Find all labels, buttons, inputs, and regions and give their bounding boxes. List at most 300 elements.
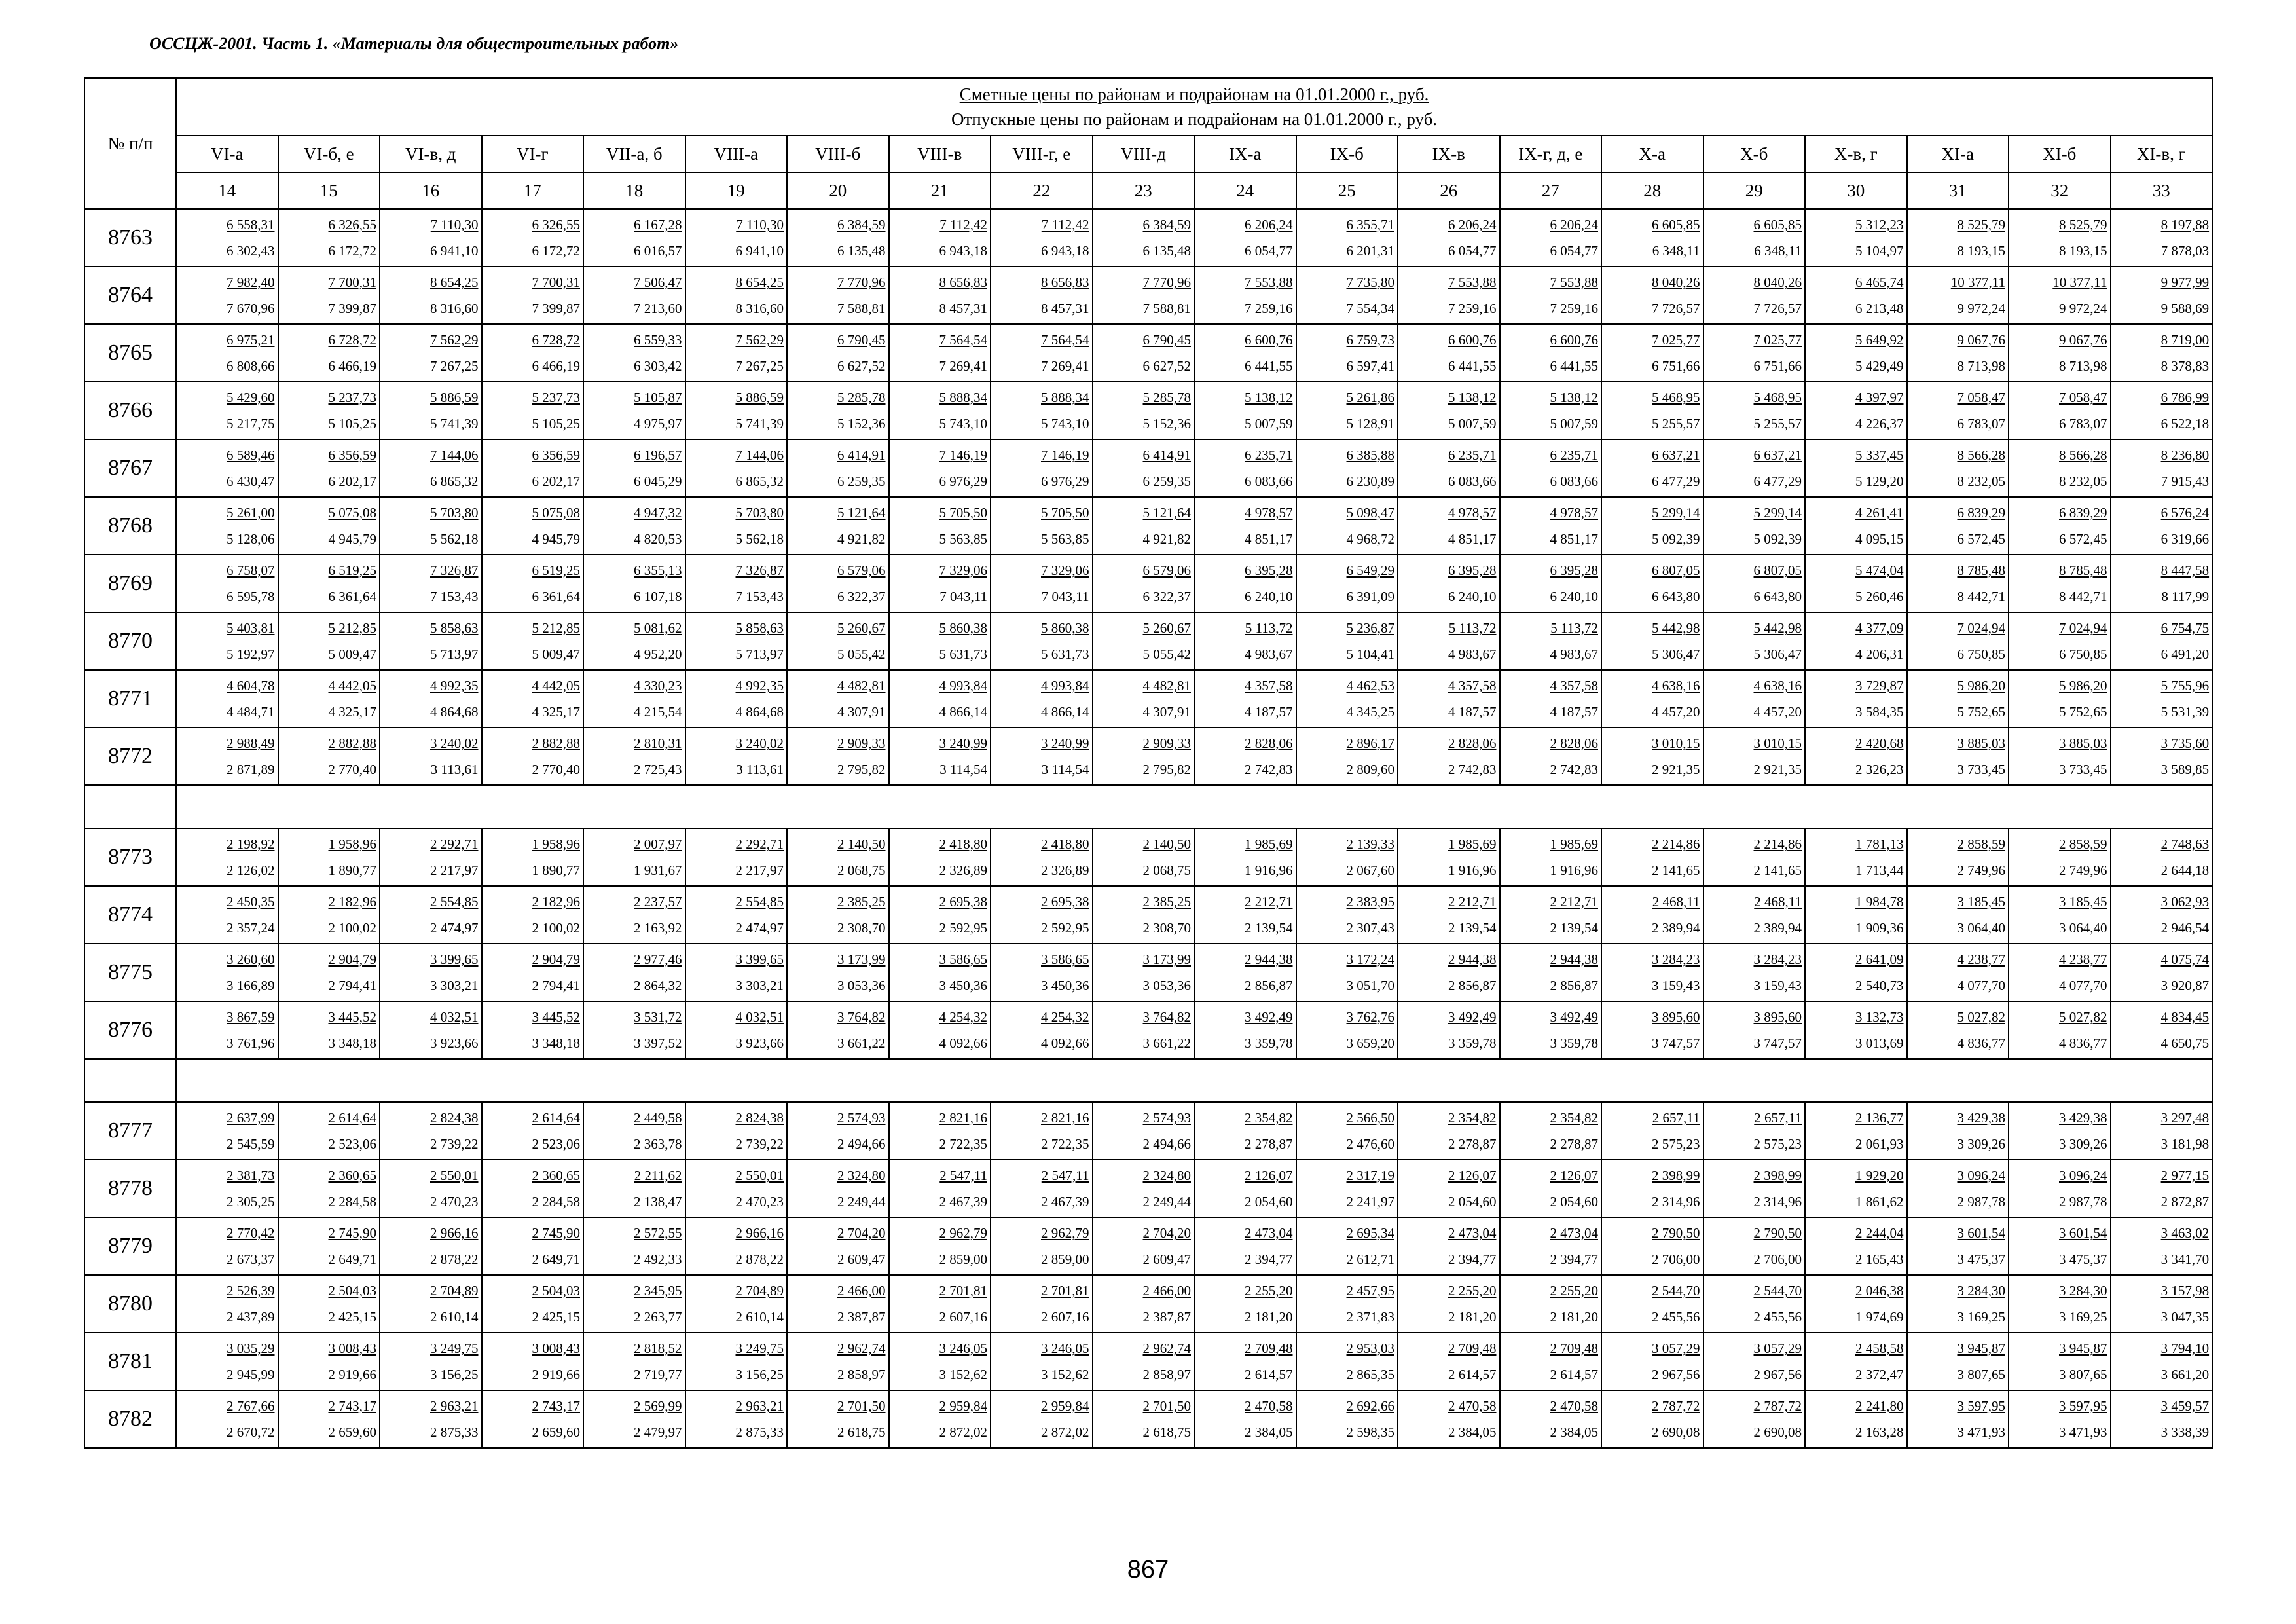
item-code: 8763	[84, 209, 176, 267]
price-cell	[1093, 1217, 1195, 1275]
column-number: 21	[889, 172, 991, 209]
price-cell	[1398, 670, 1500, 728]
price-cell	[1093, 612, 1195, 670]
estimate-price: 3 246,05	[1041, 1340, 1089, 1356]
estimate-price: 7 025,77	[1753, 332, 1802, 348]
price-cell	[1500, 497, 1602, 555]
price-cell	[787, 1390, 889, 1448]
release-price: 5 743,10	[939, 416, 987, 432]
estimate-price: 5 237,73	[328, 390, 376, 405]
release-price: 4 866,14	[939, 704, 987, 720]
release-price: 1 713,44	[1855, 862, 1904, 878]
price-cell	[278, 1275, 380, 1333]
estimate-price: 2 126,07	[1550, 1168, 1598, 1183]
estimate-price: 5 299,14	[1753, 505, 1802, 521]
release-price: 3 348,18	[328, 1035, 376, 1051]
release-price: 2 314,96	[1753, 1194, 1802, 1209]
release-price: 8 442,71	[2059, 589, 2107, 604]
price-cell	[1398, 944, 1500, 1001]
release-price: 5 743,10	[1041, 416, 1089, 432]
estimate-price: 7 735,80	[1346, 274, 1394, 290]
release-price: 4 226,37	[1855, 416, 1904, 432]
release-price: 2 278,87	[1550, 1136, 1598, 1152]
price-cell	[1805, 728, 1907, 785]
estimate-price: 2 614,64	[532, 1110, 580, 1126]
estimate-price: 7 146,19	[939, 447, 987, 463]
price-cell	[1296, 267, 1398, 324]
table-row	[84, 1333, 2212, 1390]
price-cell	[2111, 1333, 2213, 1390]
estimate-price: 6 206,24	[1448, 217, 1497, 232]
price-cell	[2009, 828, 2111, 886]
price-cell	[482, 555, 584, 612]
release-price: 2 598,35	[1346, 1424, 1394, 1440]
release-price: 3 589,85	[2160, 762, 2210, 777]
price-cell	[1704, 886, 1806, 944]
item-code: 8766	[84, 382, 176, 439]
estimate-price: 5 858,63	[430, 620, 479, 636]
release-price: 3 047,35	[2160, 1309, 2210, 1325]
price-cell	[482, 1390, 584, 1448]
release-price: 6 202,17	[532, 473, 580, 489]
estimate-price: 3 492,49	[1448, 1009, 1497, 1025]
estimate-price: 2 966,16	[735, 1225, 784, 1241]
release-price: 6 466,19	[328, 358, 376, 374]
release-price: 3 013,69	[1855, 1035, 1904, 1051]
estimate-price: 2 255,20	[1448, 1283, 1497, 1299]
price-cell	[1907, 267, 2009, 324]
estimate-price: 6 728,72	[532, 332, 580, 348]
estimate-price: 9 977,99	[2160, 274, 2210, 290]
price-cell	[1805, 324, 1907, 382]
estimate-price: 2 212,71	[1550, 894, 1598, 910]
price-cell	[278, 1390, 380, 1448]
region-header: XI-а	[1907, 136, 2009, 172]
release-price: 6 361,64	[328, 589, 376, 604]
price-cell	[1194, 944, 1296, 1001]
price-cell	[685, 382, 788, 439]
release-price: 2 054,60	[1448, 1194, 1497, 1209]
release-price: 4 851,17	[1245, 531, 1293, 547]
estimate-price: 3 173,99	[837, 951, 886, 967]
release-price: 4 187,57	[1448, 704, 1497, 720]
release-price: 5 105,25	[532, 416, 580, 432]
release-price: 2 494,66	[837, 1136, 886, 1152]
price-cell	[176, 886, 278, 944]
price-cell	[1704, 1001, 1806, 1059]
estimate-price: 3 010,15	[1753, 735, 1802, 751]
price-cell	[1601, 728, 1704, 785]
release-price: 2 856,87	[1550, 978, 1598, 993]
estimate-price: 8 040,26	[1753, 274, 1802, 290]
price-cell	[1093, 886, 1195, 944]
price-cell	[176, 209, 278, 267]
release-price: 3 303,21	[430, 978, 479, 993]
estimate-price: 2 959,84	[1041, 1398, 1089, 1414]
estimate-price: 4 377,09	[1855, 620, 1904, 636]
price-cell	[380, 1160, 482, 1217]
price-cell	[380, 828, 482, 886]
release-price: 3 733,45	[1957, 762, 2005, 777]
price-cell	[2009, 382, 2111, 439]
price-cell	[482, 886, 584, 944]
item-code: 8778	[84, 1160, 176, 1217]
estimate-price: 2 470,58	[1448, 1398, 1497, 1414]
estimate-price: 5 027,82	[2059, 1009, 2107, 1025]
release-price: 5 152,36	[837, 416, 886, 432]
release-price: 5 562,18	[430, 531, 479, 547]
estimate-price: 2 904,79	[532, 951, 580, 967]
estimate-price: 6 576,24	[2160, 505, 2210, 521]
price-cell	[2009, 1390, 2111, 1448]
price-cell	[176, 382, 278, 439]
release-price: 2 249,44	[1142, 1194, 1191, 1209]
price-cell	[1296, 439, 1398, 497]
release-price: 2 649,71	[328, 1251, 376, 1267]
release-price: 6 943,18	[939, 243, 987, 259]
estimate-price: 2 709,48	[1550, 1340, 1598, 1356]
release-price: 6 348,11	[1754, 243, 1802, 259]
price-cell	[1907, 670, 2009, 728]
estimate-price: 3 008,43	[532, 1340, 580, 1356]
release-price: 2 618,75	[1142, 1424, 1191, 1440]
estimate-price: 5 299,14	[1652, 505, 1700, 521]
estimate-price: 2 544,70	[1652, 1283, 1700, 1299]
price-cell	[1907, 1390, 2009, 1448]
price-cell	[1601, 1275, 1704, 1333]
price-cell	[889, 324, 991, 382]
release-price: 6 627,52	[837, 358, 886, 374]
price-cell	[2111, 944, 2213, 1001]
price-cell	[1500, 439, 1602, 497]
estimate-price: 2 637,99	[227, 1110, 275, 1126]
column-number: 16	[380, 172, 482, 209]
release-price: 4 457,20	[1753, 704, 1802, 720]
estimate-price: 3 867,59	[227, 1009, 275, 1025]
price-cell	[380, 1001, 482, 1059]
release-price: 2 394,77	[1245, 1251, 1293, 1267]
estimate-price: 7 700,31	[328, 274, 376, 290]
estimate-price: 3 185,45	[2059, 894, 2107, 910]
estimate-price: 6 356,59	[328, 447, 376, 463]
estimate-price: 8 525,79	[1957, 217, 2005, 232]
release-price: 2 872,02	[1041, 1424, 1089, 1440]
price-cell	[1907, 728, 2009, 785]
region-header: VI-б, е	[278, 136, 380, 172]
price-cell	[1398, 1160, 1500, 1217]
release-price: 3 053,36	[1142, 978, 1191, 993]
estimate-price: 4 992,35	[430, 678, 479, 693]
estimate-price: 2 944,38	[1245, 951, 1293, 967]
price-cell	[1296, 209, 1398, 267]
estimate-price: 2 504,03	[532, 1283, 580, 1299]
price-cell	[685, 1390, 788, 1448]
release-price: 7 726,57	[1753, 301, 1802, 316]
price-cell	[2111, 670, 2213, 728]
price-cell	[583, 1275, 685, 1333]
price-cell	[1398, 728, 1500, 785]
price-cell	[1601, 324, 1704, 382]
release-price: 2 614,57	[1245, 1367, 1293, 1382]
estimate-price: 3 399,65	[735, 951, 784, 967]
column-number: 20	[787, 172, 889, 209]
estimate-price: 4 075,74	[2160, 951, 2210, 967]
estimate-price: 9 067,76	[1957, 332, 2005, 348]
item-code: 8773	[84, 828, 176, 886]
estimate-price: 5 468,95	[1753, 390, 1802, 405]
price-cell	[1805, 267, 1907, 324]
price-cell	[1805, 439, 1907, 497]
estimate-price: 3 240,99	[1041, 735, 1089, 751]
release-price: 2 181,20	[1245, 1309, 1293, 1325]
release-price: 3 053,36	[837, 978, 886, 993]
release-price: 2 384,05	[1448, 1424, 1497, 1440]
release-price: 6 172,72	[532, 243, 580, 259]
estimate-price: 2 504,03	[328, 1283, 376, 1299]
release-price: 5 255,57	[1753, 416, 1802, 432]
price-cell	[1194, 886, 1296, 944]
release-price: 2 278,87	[1245, 1136, 1293, 1152]
estimate-price: 2 420,68	[1855, 735, 1904, 751]
price-cell	[991, 1217, 1093, 1275]
estimate-price: 9 067,76	[2059, 332, 2107, 348]
price-cell	[583, 1217, 685, 1275]
price-cell	[1296, 670, 1398, 728]
price-cell	[2009, 439, 2111, 497]
region-header: VIII-б	[787, 136, 889, 172]
release-price: 6 054,77	[1550, 243, 1598, 259]
estimate-price: 2 354,82	[1448, 1110, 1497, 1126]
release-price: 4 864,68	[430, 704, 479, 720]
price-cell	[1093, 497, 1195, 555]
price-cell	[583, 1102, 685, 1160]
price-cell	[991, 728, 1093, 785]
release-price: 4 077,70	[2059, 978, 2107, 993]
price-cell	[1398, 1275, 1500, 1333]
estimate-price: 3 531,72	[634, 1009, 682, 1025]
price-cell	[380, 728, 482, 785]
release-price: 2 739,22	[735, 1136, 784, 1152]
region-header: VI-а	[176, 136, 278, 172]
release-price: 2 987,78	[2059, 1194, 2107, 1209]
table-row	[84, 886, 2212, 944]
estimate-price: 4 947,32	[634, 505, 682, 521]
price-cell	[889, 267, 991, 324]
estimate-price: 2 526,39	[227, 1283, 275, 1299]
estimate-price: 3 173,99	[1142, 951, 1191, 967]
estimate-price: 2 360,65	[328, 1168, 376, 1183]
estimate-price: 6 395,28	[1550, 563, 1598, 578]
release-price: 6 466,19	[532, 358, 580, 374]
price-cell	[787, 886, 889, 944]
estimate-price: 3 885,03	[2059, 735, 2107, 751]
release-price: 3 807,65	[1957, 1367, 2005, 1382]
release-price: 2 770,40	[532, 762, 580, 777]
price-cell	[2111, 439, 2213, 497]
price-cell	[787, 267, 889, 324]
price-cell	[1194, 828, 1296, 886]
estimate-price: 6 758,07	[227, 563, 275, 578]
estimate-price: 5 705,50	[939, 505, 987, 521]
estimate-price: 5 442,98	[1753, 620, 1802, 636]
price-cell	[482, 439, 584, 497]
price-cell	[2009, 612, 2111, 670]
release-price: 8 457,31	[939, 301, 987, 316]
price-cell	[278, 209, 380, 267]
estimate-price: 1 985,69	[1550, 836, 1598, 852]
release-price: 2 649,71	[532, 1251, 580, 1267]
estimate-price: 6 235,71	[1550, 447, 1598, 463]
price-cell	[1500, 886, 1602, 944]
estimate-price: 7 553,88	[1245, 274, 1293, 290]
release-price: 6 943,18	[1041, 243, 1089, 259]
estimate-price: 6 559,33	[634, 332, 682, 348]
release-price: 5 192,97	[227, 646, 275, 662]
release-price: 2 061,93	[1855, 1136, 1904, 1152]
release-price: 4 945,79	[328, 531, 376, 547]
price-cell	[1093, 670, 1195, 728]
release-price: 6 135,48	[1142, 243, 1191, 259]
estimate-price: 4 442,05	[328, 678, 376, 693]
price-cell	[1093, 555, 1195, 612]
price-cell	[482, 324, 584, 382]
price-cell	[1194, 267, 1296, 324]
estimate-price: 6 384,59	[837, 217, 886, 232]
release-price: 1 916,96	[1448, 862, 1497, 878]
price-cell	[1907, 439, 2009, 497]
estimate-price: 5 212,85	[328, 620, 376, 636]
estimate-price: 3 399,65	[430, 951, 479, 967]
release-price: 2 856,87	[1245, 978, 1293, 993]
estimate-price: 7 506,47	[634, 274, 682, 290]
estimate-price: 2 743,17	[328, 1398, 376, 1414]
estimate-price: 2 244,04	[1855, 1225, 1904, 1241]
price-cell	[1805, 1001, 1907, 1059]
estimate-price: 7 144,06	[735, 447, 784, 463]
price-cell	[1500, 267, 1602, 324]
estimate-price: 3 735,60	[2160, 735, 2210, 751]
price-cell	[1601, 1390, 1704, 1448]
release-price: 6 259,35	[1142, 473, 1191, 489]
estimate-price: 3 895,60	[1753, 1009, 1802, 1025]
release-price: 2 326,89	[1041, 862, 1089, 878]
release-price: 5 092,39	[1652, 531, 1700, 547]
release-price: 2 363,78	[634, 1136, 682, 1152]
price-cell	[380, 209, 482, 267]
column-number: 26	[1398, 172, 1500, 209]
release-price: 5 007,59	[1245, 416, 1293, 432]
column-number-row	[84, 172, 2212, 209]
price-cell	[685, 209, 788, 267]
item-code: 8777	[84, 1102, 176, 1160]
estimate-price: 2 614,64	[328, 1110, 376, 1126]
price-cell	[685, 1160, 788, 1217]
release-price: 6 522,18	[2160, 416, 2210, 432]
price-cell	[1296, 612, 1398, 670]
price-cell	[2111, 1390, 2213, 1448]
estimate-price: 4 357,58	[1448, 678, 1497, 693]
price-table	[84, 77, 2213, 1449]
estimate-price: 6 579,06	[1142, 563, 1191, 578]
estimate-price: 5 260,67	[837, 620, 886, 636]
estimate-price: 5 860,38	[1041, 620, 1089, 636]
price-cell	[583, 382, 685, 439]
estimate-price: 7 329,06	[1041, 563, 1089, 578]
release-price: 7 043,11	[1041, 589, 1089, 604]
estimate-price: 2 470,58	[1245, 1398, 1293, 1414]
price-cell	[1907, 1275, 2009, 1333]
release-price: 3 761,96	[227, 1035, 275, 1051]
estimate-price: 5 888,34	[1041, 390, 1089, 405]
release-price: 1 916,96	[1550, 862, 1598, 878]
price-cell	[1805, 1333, 1907, 1390]
estimate-price: 2 657,11	[1754, 1110, 1802, 1126]
estimate-price: 2 418,80	[939, 836, 987, 852]
estimate-price: 4 261,41	[1855, 505, 1904, 521]
price-cell	[1907, 1001, 2009, 1059]
price-cell	[1500, 1333, 1602, 1390]
price-cell	[1093, 1275, 1195, 1333]
price-cell	[1093, 728, 1195, 785]
release-price: 2 181,20	[1550, 1309, 1598, 1325]
price-cell	[583, 612, 685, 670]
estimate-price: 2 966,16	[430, 1225, 479, 1241]
estimate-price: 2 550,01	[430, 1168, 479, 1183]
price-cell	[991, 497, 1093, 555]
release-price: 2 314,96	[1652, 1194, 1700, 1209]
release-price: 5 007,59	[1448, 416, 1497, 432]
release-price: 2 217,97	[735, 862, 784, 878]
price-cell	[1601, 1333, 1704, 1390]
estimate-price: 3 057,29	[1753, 1340, 1802, 1356]
estimate-price: 5 081,62	[634, 620, 682, 636]
release-price: 2 795,82	[1142, 762, 1191, 777]
price-cell	[1194, 1275, 1296, 1333]
release-price: 2 878,22	[735, 1251, 784, 1267]
item-code: 8776	[84, 1001, 176, 1059]
column-number: 25	[1296, 172, 1398, 209]
price-cell	[1704, 1160, 1806, 1217]
release-price: 4 095,15	[1855, 531, 1904, 547]
column-number: 32	[2009, 172, 2111, 209]
release-price: 7 153,43	[430, 589, 479, 604]
release-price: 8 232,05	[2059, 473, 2107, 489]
release-price: 2 865,35	[1346, 1367, 1394, 1382]
release-price: 6 751,66	[1753, 358, 1802, 374]
table-row	[84, 555, 2212, 612]
release-price: 2 054,60	[1245, 1194, 1293, 1209]
price-cell	[1805, 1217, 1907, 1275]
price-cell	[1296, 1390, 1398, 1448]
estimate-price: 2 574,93	[837, 1110, 886, 1126]
price-cell	[2111, 1275, 2213, 1333]
price-cell	[787, 497, 889, 555]
release-price: 2 249,44	[837, 1194, 886, 1209]
price-cell	[787, 828, 889, 886]
price-cell	[1907, 324, 2009, 382]
release-price: 2 163,28	[1855, 1424, 1904, 1440]
price-cell	[176, 1275, 278, 1333]
release-price: 3 156,25	[430, 1367, 479, 1382]
release-price: 8 117,99	[2161, 589, 2210, 604]
column-number: 29	[1704, 172, 1806, 209]
release-price: 6 430,47	[227, 473, 275, 489]
price-cell	[2009, 497, 2111, 555]
estimate-price: 2 787,72	[1652, 1398, 1700, 1414]
region-header: IX-г, д, е	[1500, 136, 1602, 172]
price-cell	[482, 382, 584, 439]
region-header-row	[84, 136, 2212, 172]
